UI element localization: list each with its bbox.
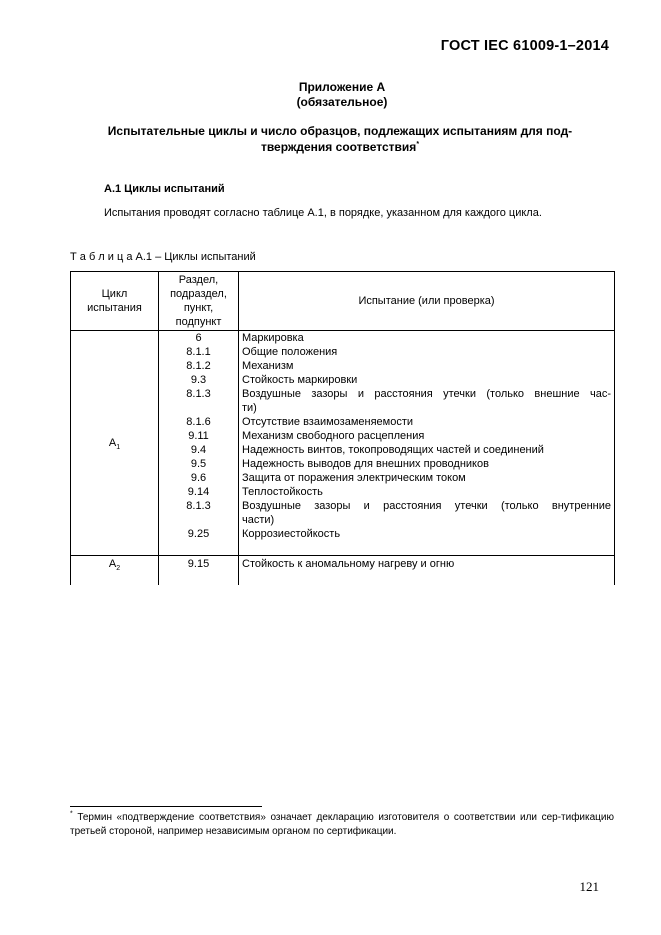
section-number: 6 [195, 332, 202, 344]
footnote-text: Термин «подтверждение соответствия» означает декларацию изготовителя о соответствии или сер-тификацию третьей стороной, например независимым органом по сертификации. [70, 812, 614, 837]
tests-a1-cell [239, 331, 615, 556]
test-name: Стойкость к аномальному нагреву и огню [242, 558, 455, 570]
cycle-a1-cell [71, 331, 159, 556]
page-number: 121 [579, 879, 599, 894]
test-name: Теплостойкость [242, 486, 323, 498]
test-name: Общие положения [242, 346, 338, 358]
header-cycle-line: Цикл [101, 288, 128, 300]
title-line-2 [70, 139, 610, 155]
section-paragraph: Испытания проводят согласно таблице А.1, в порядке, указанном для каждого цикла. [104, 207, 542, 219]
cycle-label: А [108, 558, 117, 570]
table-row-cycle-a1 [71, 331, 615, 556]
section-number: 8.1.6 [186, 416, 211, 428]
cycle-label: А [108, 437, 117, 449]
test-name: Механизм свободного расцепления [242, 430, 425, 442]
section-number: 8.1.3 [186, 500, 211, 512]
footnote-separator [70, 806, 262, 807]
document-title [70, 123, 610, 155]
test-name: Защита от поражения электрическим током [242, 472, 466, 484]
header-test: Испытание (или проверка) [239, 272, 615, 331]
section-number: 9.25 [187, 528, 210, 540]
test-cycles-table [70, 271, 615, 585]
table-header-row [71, 272, 615, 331]
title-footnote-mark: * [416, 141, 420, 148]
test-spacer [242, 541, 611, 555]
test-name-continued: ти) [242, 402, 257, 414]
section-number: 9.6 [190, 472, 207, 484]
section-heading: А.1 Циклы испытаний [104, 183, 225, 195]
cycle-index: 1 [116, 444, 121, 452]
test-name: Воздушные зазоры и расстояния утечки (только внешние час- [242, 388, 611, 400]
test-name: Механизм [242, 360, 294, 372]
footnote [70, 811, 614, 839]
header-cycle [71, 272, 159, 331]
test-name: Надежность винтов, токопроводящих частей и соединений [242, 444, 544, 456]
test-name: Воздушные зазоры и расстояния утечки (только внутренние [242, 500, 611, 512]
section-number: 9.5 [190, 458, 207, 470]
section-number: 9.15 [187, 558, 210, 570]
sections-a1-cell [159, 331, 239, 556]
title-line-1: Испытательные циклы и число образцов, подлежащих испытаниям для под- [107, 124, 573, 138]
test-name-continued: части) [242, 514, 275, 526]
header-cycle-line: испытания [87, 302, 142, 314]
table-row-cycle-a2 [71, 556, 615, 586]
section-number: 9.11 [188, 430, 209, 442]
test-name: Отсутствие взаимозаменяемости [242, 416, 414, 428]
header-section-line: подраздел, [170, 288, 227, 300]
header-section [159, 272, 239, 331]
test-name: Коррозиестойкость [242, 528, 341, 540]
section-number: 9.14 [187, 486, 210, 498]
section-spacer [162, 541, 235, 555]
appendix-title: Приложение А [298, 80, 386, 94]
section-number: 8.1.1 [186, 346, 211, 358]
section-number: 9.3 [190, 374, 207, 386]
title-line-2-text: тверждения соответствия [260, 140, 417, 154]
test-name: Надежность выводов для внешних проводников [242, 458, 489, 470]
section-spacer [162, 401, 235, 415]
test-spacer [242, 571, 611, 585]
section-number: 8.1.3 [186, 388, 211, 400]
cycle-index: 2 [116, 565, 121, 573]
header-section-line: Раздел, [178, 274, 219, 286]
section-spacer [162, 513, 235, 527]
test-name: Маркировка [242, 332, 304, 344]
table-caption: Т а б л и ц а А.1 – Циклы испытаний [70, 251, 256, 263]
sections-a2-cell [159, 556, 239, 586]
appendix-status: (обязательное) [296, 95, 388, 109]
section-spacer [162, 571, 235, 585]
header-section-line: подпункт [175, 316, 222, 328]
section-number: 8.1.2 [186, 360, 211, 372]
section-number: 9.4 [190, 444, 207, 456]
standard-designation: ГОСТ IEC 61009-1–2014 [440, 38, 609, 54]
footnote-mark: * [70, 810, 73, 818]
cycle-a2-cell [71, 556, 159, 586]
tests-a2-cell [239, 556, 615, 586]
header-section-line: пункт, [183, 302, 214, 314]
test-name: Стойкость маркировки [242, 374, 358, 386]
